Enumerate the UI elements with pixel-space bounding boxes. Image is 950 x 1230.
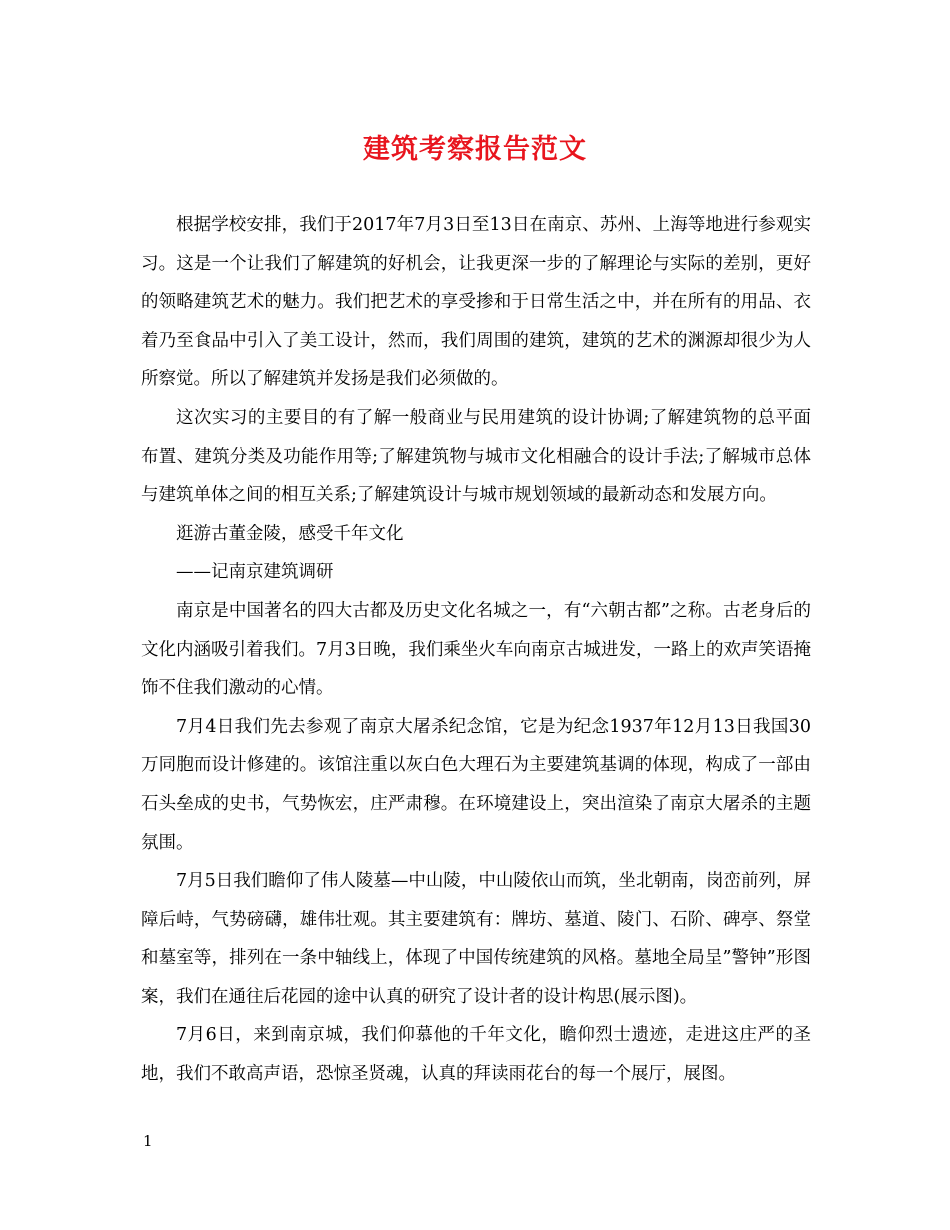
page-number: 1 [143,1132,153,1150]
document-title: 建筑考察报告范文 [363,134,587,165]
paragraph-1: 根据学校安排，我们于2017年7月3日至13日在南京、苏州、上海等地进行参观实习。这是一个让我们了解建筑的好机会，让我更深一步的了解理论与实际的差别，更好的领略建筑艺术的魅力。我们把艺术的享受掺和于日常生活之中，并在所有的用品、衣着乃至食品中引入了美工设计，然而，我们周围的建筑，建筑的艺术的渊源却很少为人所察觉。所以了解建筑并发扬是我们必须做的。 [141,215,811,390]
section-subheading: ——记南京建筑调研 [176,562,334,583]
paragraph-6: 7月6日，来到南京城，我们仰慕他的千年文化，瞻仰烈士遗迹，走进这庄严的圣地，我们不敢高声语，恐惊圣贤魂，认真的拜读雨花台的每一个展厅，展图。 [141,1025,811,1085]
paragraph-3: 南京是中国著名的四大古都及历史文化名城之一，有“六朝古都”之称。古老身后的文化内涵吸引着我们。7月3日晚，我们乘坐火车向南京古城进发，一路上的欢声笑语掩饰不住我们激动的心情。 [141,600,811,699]
paragraph-4: 7月4日我们先去参观了南京大屠杀纪念馆，它是为纪念1937年12月13日我国30万同胞而设计修建的。该馆注重以灰白色大理石为主要建筑基调的体现，构成了一部由石头垒成的史书，气势恢宏，庄严肃穆。在环境建设上，突出渲染了南京大屠杀的主题氛围。 [141,716,811,853]
paragraph-5: 7月5日我们瞻仰了伟人陵墓—中山陵，中山陵依山而筑，坐北朝南，岗峦前列，屏障后峙，气势磅礴，雄伟壮观。其主要建筑有：牌坊、墓道、陵门、石阶、碑亭、祭堂和墓室等，排列在一条中轴线上，体现了中国传统建筑的风格。墓地全局呈”警钟”形图案，我们在通往后花园的途中认真的研究了设计者的设计构思(展示图)。 [141,871,811,1007]
paragraph-2: 这次实习的主要目的有了解一般商业与民用建筑的设计协调;了解建筑物的总平面布置、建筑分类及功能作用等;了解建筑物与城市文化相融合的设计手法;了解城市总体与建筑单体之间的相互关系;了解建筑设计与城市规划领域的最新动态和发展方向。 [141,407,811,506]
document-body [141,206,811,1094]
section-heading: 逛游古董金陵，感受千年文化 [176,523,404,544]
